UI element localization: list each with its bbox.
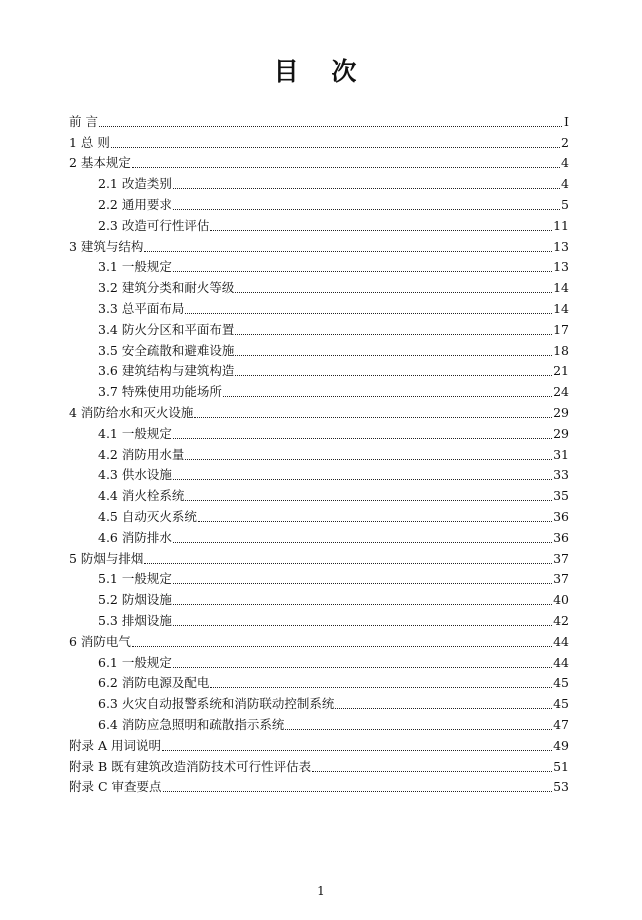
toc-dot-leader (312, 771, 552, 772)
toc-entry-page: 45 (553, 696, 569, 712)
toc-entry[interactable] (69, 671, 569, 692)
toc-entry-label: 3 建筑与结构 (69, 238, 144, 254)
toc-dot-leader (99, 126, 562, 127)
toc-entry-label: 5.2 防烟设施 (98, 592, 172, 608)
toc-entry-label: 前 言 (69, 113, 98, 129)
toc-entry[interactable] (69, 400, 569, 421)
toc-entry-label: 5 防烟与排烟 (69, 550, 144, 566)
toc-entry-page: 14 (553, 300, 569, 316)
toc-entry-label: 3.7 特殊使用功能场所 (98, 384, 222, 400)
toc-dot-leader (173, 625, 552, 626)
toc-entry-page: 51 (553, 758, 569, 774)
toc-dot-leader (173, 583, 552, 584)
toc-entry[interactable] (69, 421, 569, 442)
toc-entry-page: 37 (553, 550, 569, 566)
toc-entry-label: 3.1 一般规定 (98, 259, 172, 275)
toc-entry[interactable] (69, 296, 569, 317)
toc-entry[interactable] (69, 525, 569, 546)
toc-entry-label: 4 消防给水和灭火设施 (69, 404, 194, 420)
toc-dot-leader (163, 791, 553, 792)
toc-entry[interactable] (69, 234, 569, 255)
toc-dot-leader (185, 459, 552, 460)
toc-entry-label: 6.1 一般规定 (98, 654, 172, 670)
toc-dot-leader (144, 563, 552, 564)
toc-entry-label: 2.3 改造可行性评估 (98, 217, 210, 233)
toc-dot-leader (173, 209, 560, 210)
toc-entry[interactable] (69, 442, 569, 463)
toc-entry-page: 40 (553, 592, 569, 608)
toc-entry[interactable] (69, 650, 569, 671)
toc-entry[interactable] (69, 775, 569, 796)
toc-entry-page: 53 (553, 779, 569, 795)
toc-entry-page: 42 (553, 612, 569, 628)
toc-entry-page: 44 (553, 633, 569, 649)
toc-entry-page: 4 (561, 176, 569, 192)
toc-dot-leader (185, 313, 552, 314)
toc-entry[interactable] (69, 130, 569, 151)
toc-entry-label: 3.6 建筑结构与建筑构造 (98, 363, 235, 379)
toc-dot-leader (235, 292, 552, 293)
toc-dot-leader (173, 542, 552, 543)
toc-entry[interactable] (69, 587, 569, 608)
toc-entry[interactable] (69, 567, 569, 588)
toc-entry-page: 36 (553, 508, 569, 524)
toc-entry-page: 2 (561, 134, 569, 150)
toc-entry-label: 4.6 消防排水 (98, 529, 172, 545)
toc-entry[interactable] (69, 754, 569, 775)
toc-entry-label: 3.5 安全疏散和避难设施 (98, 342, 235, 358)
toc-dot-leader (235, 375, 552, 376)
page-number: 1 (317, 884, 325, 898)
toc-entry-label: 2.1 改造类别 (98, 176, 172, 192)
toc-entry-label: 4.2 消防用水量 (98, 446, 185, 462)
toc-entry[interactable] (69, 629, 569, 650)
toc-entry-page: 14 (553, 280, 569, 296)
toc-dot-leader (185, 500, 552, 501)
toc-entry-page: 44 (553, 654, 569, 670)
toc-entry-label: 2.2 通用要求 (98, 196, 172, 212)
toc-entry-page: 13 (553, 238, 569, 254)
toc-entry[interactable] (69, 463, 569, 484)
toc-entry-label: 附录 B 既有建筑改造消防技术可行性评估表 (69, 758, 312, 774)
toc-entry-label: 附录 C 审查要点 (69, 779, 162, 795)
toc-entry-label: 3.2 建筑分类和耐火等级 (98, 280, 235, 296)
toc-entry-page: 37 (553, 571, 569, 587)
toc-entry[interactable] (69, 255, 569, 276)
toc-entry-page: 24 (553, 384, 569, 400)
toc-dot-leader (173, 271, 552, 272)
toc-entry-label: 4.4 消火栓系统 (98, 488, 185, 504)
toc-entry[interactable] (69, 192, 569, 213)
toc-dot-leader (173, 667, 552, 668)
toc-entry-page: 18 (553, 342, 569, 358)
toc-entry-page: 17 (553, 321, 569, 337)
toc-entry-label: 6.3 火灾自动报警系统和消防联动控制系统 (98, 696, 335, 712)
toc-entry-label: 2 基本规定 (69, 155, 131, 171)
toc-entry-label: 5.1 一般规定 (98, 571, 172, 587)
toc-entry-label: 5.3 排烟设施 (98, 612, 172, 628)
toc-dot-leader (144, 251, 552, 252)
toc-entry[interactable] (69, 483, 569, 504)
toc-entry-page: 29 (553, 404, 569, 420)
toc-entry-page: 49 (553, 737, 569, 753)
toc-entry-page: 47 (553, 716, 569, 732)
toc-entry-label: 3.3 总平面布局 (98, 300, 185, 316)
toc-entry-page: 35 (553, 488, 569, 504)
toc-entry-page: 13 (553, 259, 569, 275)
toc-entry-page: I (564, 113, 569, 129)
toc-dot-leader (173, 438, 552, 439)
toc-entry-label: 4.3 供水设施 (98, 467, 172, 483)
toc-entry[interactable] (69, 733, 569, 754)
toc-entry-page: 36 (553, 529, 569, 545)
toc-entry[interactable] (69, 608, 569, 629)
toc-entry-page: 21 (553, 363, 569, 379)
page-title: 目 次 (273, 57, 369, 86)
toc-entry-label: 1 总 则 (69, 134, 110, 150)
toc-entry[interactable] (69, 171, 569, 192)
toc-entry[interactable] (69, 546, 569, 567)
toc-entry[interactable] (69, 109, 569, 130)
toc-entry-page: 11 (553, 217, 569, 233)
toc-dot-leader (173, 604, 552, 605)
toc-dot-leader (210, 687, 552, 688)
toc-dot-leader (235, 355, 552, 356)
toc-entry[interactable] (69, 338, 569, 359)
toc-entry[interactable] (69, 712, 569, 733)
toc-dot-leader (194, 417, 552, 418)
toc-entry[interactable] (69, 151, 569, 172)
toc-entry-page: 5 (561, 196, 569, 212)
toc-entry-label: 3.4 防火分区和平面布置 (98, 321, 235, 337)
toc-dot-leader (132, 167, 560, 168)
toc-entry-label: 4.1 一般规定 (98, 425, 172, 441)
toc-entry[interactable] (69, 359, 569, 380)
toc-entry-label: 6.4 消防应急照明和疏散指示系统 (98, 716, 285, 732)
toc-entry-label: 4.5 自动灭火系统 (98, 508, 197, 524)
toc-entry[interactable] (69, 504, 569, 525)
toc-dot-leader (173, 479, 552, 480)
toc-dot-leader (198, 521, 552, 522)
table-of-contents (69, 109, 569, 795)
toc-dot-leader (235, 334, 552, 335)
toc-dot-leader (162, 750, 552, 751)
toc-entry-page: 4 (561, 155, 569, 171)
toc-entry-page: 31 (553, 446, 569, 462)
toc-entry-page: 33 (553, 467, 569, 483)
toc-entry-page: 29 (553, 425, 569, 441)
toc-dot-leader (285, 729, 552, 730)
toc-dot-leader (210, 230, 552, 231)
toc-entry-label: 6 消防电气 (69, 633, 131, 649)
toc-entry-label: 6.2 消防电源及配电 (98, 675, 210, 691)
toc-dot-leader (335, 708, 552, 709)
toc-entry[interactable] (69, 275, 569, 296)
toc-entry-label: 附录 A 用词说明 (69, 737, 161, 753)
toc-entry[interactable] (69, 691, 569, 712)
toc-entry-page: 45 (553, 675, 569, 691)
toc-entry[interactable] (69, 379, 569, 400)
toc-entry[interactable] (69, 213, 569, 234)
toc-entry[interactable] (69, 317, 569, 338)
toc-dot-leader (132, 646, 552, 647)
toc-dot-leader (173, 188, 560, 189)
toc-dot-leader (223, 396, 552, 397)
toc-dot-leader (111, 147, 560, 148)
